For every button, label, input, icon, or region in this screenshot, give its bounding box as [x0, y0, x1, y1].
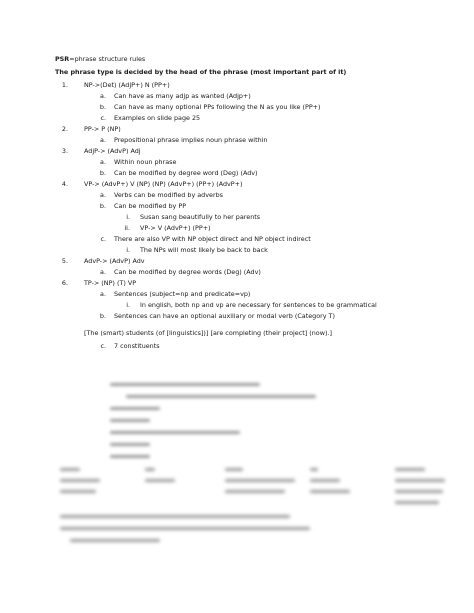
sub-text: Examples on slide page 25: [114, 114, 201, 122]
blurred-text-line: [60, 527, 310, 530]
blurred-text-line: [110, 443, 150, 446]
sub-marker: a.: [100, 92, 106, 100]
sub-text: The NPs will most likely be back to back: [140, 246, 268, 254]
blurred-text-line: [110, 419, 150, 422]
rule-number: 1.: [61, 81, 68, 89]
sub-marker: b.: [99, 312, 106, 320]
sub-text: Can be modified by degree words (Deg) (Adv): [114, 268, 261, 276]
sub-marker: c.: [100, 114, 106, 122]
sub-text: VP-> V (AdvP+) (PP+): [140, 224, 211, 232]
blurred-text-line: [60, 479, 100, 482]
blurred-text-line: [60, 515, 290, 518]
blurred-text-line: [310, 490, 350, 493]
sub-text: Can have as many adjp as wanted (Adjp+): [114, 92, 251, 100]
rule-text: NP->(Det) (AdjP+) N (PP+): [84, 81, 170, 89]
sub-text: Sentences can have an optional auxiliary or modal verb (Category T): [114, 312, 335, 320]
sub-text: In english, both np and vp are necessary for sentences to be grammatical: [140, 301, 377, 309]
blurred-text-line: [60, 468, 80, 471]
sub-marker: a.: [100, 136, 106, 144]
sub-marker: b.: [99, 169, 106, 177]
sub-text: Sentences (subject=np and predicate=vp): [114, 290, 251, 298]
sub-marker: i.: [126, 301, 130, 309]
sub-text: Prepositional phrase implies noun phrase within: [114, 136, 268, 144]
rule-text: AdjP-> (AdvP) Adj: [84, 147, 141, 155]
sub-marker: b.: [99, 103, 106, 111]
sub-text: 7 constituents: [114, 342, 160, 350]
rule-text: PP-> P (NP): [84, 125, 121, 133]
blurred-text-line: [310, 479, 340, 482]
blurred-text-line: [110, 383, 260, 386]
sub-marker: b.: [99, 202, 106, 210]
psr-abbrev: PSR: [55, 55, 70, 63]
heading: The phrase type is decided by the head of the phrase (most important part of it): [55, 68, 347, 76]
sub-marker: a.: [100, 158, 106, 166]
blurred-text-line: [126, 395, 316, 398]
blurred-text-line: [70, 539, 160, 542]
blurred-text-line: [395, 490, 443, 493]
rule-number: 2.: [61, 125, 68, 133]
blurred-text-line: [60, 490, 96, 493]
sub-marker: a.: [100, 290, 106, 298]
blurred-text-line: [225, 479, 295, 482]
blurred-text-line: [145, 479, 175, 482]
sub-text: Can have as many optional PPs following the N as you like (PP+): [114, 103, 321, 111]
sub-marker: i.: [126, 246, 130, 254]
sub-marker: a.: [100, 191, 106, 199]
sub-text: Verbs can be modified by adverbs: [114, 191, 223, 199]
sub-marker: c.: [100, 342, 106, 350]
blurred-text-line: [110, 455, 150, 458]
sub-text: Can be modified by degree word (Deg) (Adv): [114, 169, 258, 177]
blurred-text-line: [225, 468, 243, 471]
sub-marker: a.: [100, 268, 106, 276]
blurred-text-line: [395, 479, 445, 482]
rule-number: 3.: [61, 147, 68, 155]
rule-text: TP-> (NP) (T) VP: [84, 279, 137, 287]
sub-marker: i.: [126, 213, 130, 221]
sub-text: Can be modified by PP: [114, 202, 187, 210]
sub-text: There are also VP with NP object direct and NP object indirect: [114, 235, 311, 243]
sub-text: Susan sang beautifully to her parents: [140, 213, 261, 221]
rule-text: AdvP-> (AdvP) Adv: [84, 257, 145, 265]
blurred-text-line: [395, 468, 425, 471]
rule-text: VP-> (AdvP+) V (NP) (NP) (AdvP+) (PP+) (AdvP+): [84, 180, 243, 188]
psr-definition: =phrase structure rules: [69, 55, 146, 63]
rule-number: 4.: [61, 180, 68, 188]
blurred-text-line: [110, 407, 160, 410]
sub-marker: c.: [100, 235, 106, 243]
blurred-text-line: [225, 490, 285, 493]
blurred-text-line: [395, 501, 439, 504]
sub-text: Within noun phrase: [114, 158, 177, 166]
example-sentence: [The (smart) students (of [linguistics])] [are completing (their project] (now).]: [84, 329, 332, 337]
rule-number: 5.: [61, 257, 68, 265]
blurred-text-line: [110, 431, 240, 434]
rule-number: 6.: [61, 279, 68, 287]
sub-marker: ii.: [124, 224, 130, 232]
blurred-text-line: [145, 468, 155, 471]
blurred-text-line: [310, 468, 318, 471]
